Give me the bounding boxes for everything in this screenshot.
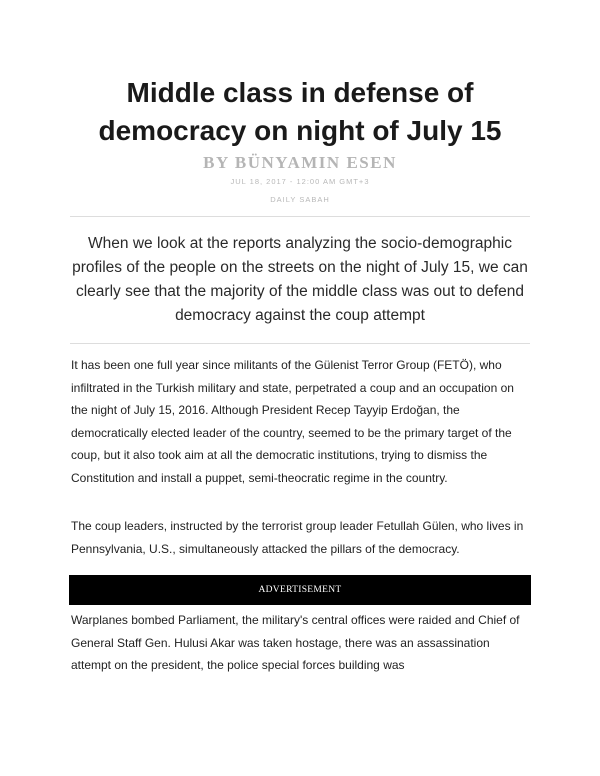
publication-source[interactable]: DAILY SABAH — [270, 195, 330, 204]
publish-date: JUL 18, 2017 - 12:00 AM GMT+3 — [230, 177, 370, 186]
article-lede: When we look at the reports analyzing the socio-demographic profiles of the people on the streets on the night of July 15, we can clearly see that the majority of the middle class was out to defend democracy against the coup attempt — [72, 235, 528, 324]
advertisement-label: ADVERTISEMENT — [258, 585, 342, 595]
lede-bottom-divider — [70, 343, 530, 344]
advertisement-banner[interactable] — [69, 575, 531, 605]
body-paragraph-2: The coup leaders, instructed by the terrorist group leader Fetullah Gülen, who lives in Pennsylvania, U.S., simultaneously attacked the pillars of the democracy. — [71, 519, 524, 556]
body-paragraph-1: It has been one full year since militants of the Gülenist Terror Group (FETÖ), who infiltrated in the Turkish military and state, perpetrated a coup and an occupation on the night of July 15, 2016. Although President Recep Tayyip Erdoğan, the democratically elected leader of the country, seemed to be the primary target of the coup, but it also took aim at all the democratic institutions, trying to dismiss the Constitution and install a puppet, semi-theocratic regime in the country. — [71, 358, 514, 485]
article-title: Middle class in defense of democracy on night of July 15 — [98, 77, 502, 146]
body-paragraph-3: Warplanes bombed Parliament, the military's central offices were raided and Chief of General Staff Gen. Hulusi Akar was taken hostage, there was an assassination attempt on the president, the police special forces building was — [71, 613, 520, 673]
author-byline[interactable]: BY BÜNYAMIN ESEN — [203, 153, 397, 172]
lede-top-divider — [70, 216, 530, 217]
